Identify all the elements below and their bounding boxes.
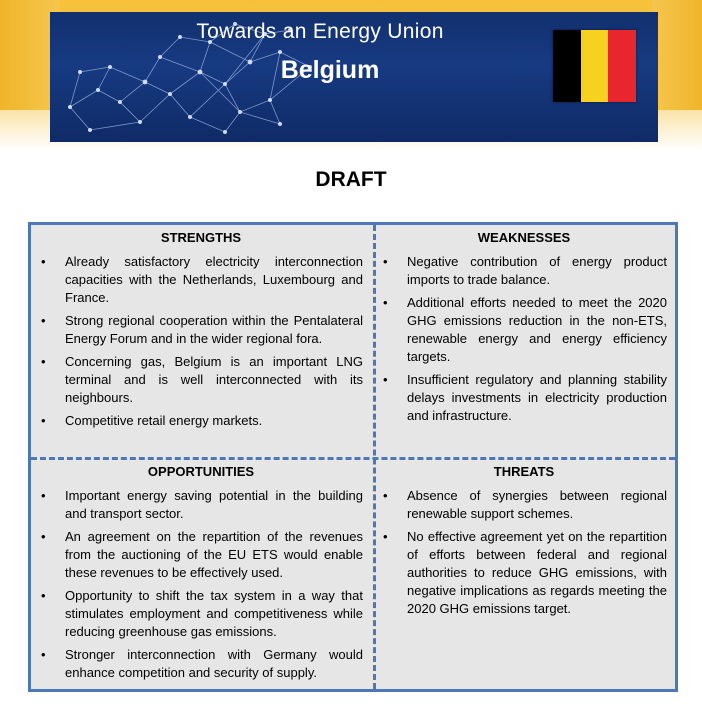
strengths-quadrant [33,229,371,435]
opportunities-heading: OPPORTUNITIES [147,464,255,479]
list-item: • Additional efforts needed to meet the 2020 GHG emissions reduction in the non-ETS, renewable energy and energy efficiency targets. [381,294,667,366]
draft-label: DRAFT [315,168,387,191]
strengths-heading: STRENGTHS [160,230,242,245]
list-item: • Absence of synergies between regional renewable support schemes. [381,487,667,523]
swot-table [28,222,678,692]
threats-quadrant [379,463,675,623]
list-item: • Negative contribution of energy product imports to trade balance. [381,253,667,289]
opportunities-quadrant [33,463,371,687]
list-item: • No effective agreement yet on the repartition of efforts between federal and regional authorities to reduce GHG emissions, with negative implications as regards meeting the 2020 GHG emissions target. [381,528,667,618]
header-banner [50,12,658,142]
weaknesses-list [381,253,667,425]
list-item: • Important energy saving potential in the building and transport sector. [39,487,363,523]
list-item: • Competitive retail energy markets. [39,412,363,430]
list-item: • Insufficient regulatory and planning stability delays investments in electricity production and infrastructure. [381,371,667,425]
flag-stripe-yellow [581,30,609,102]
list-item: • An agreement on the repartition of the revenues from the auctioning of the EU ETS would enable these revenues to be effectively used. [39,528,363,582]
banner-title: Towards an Energy Union [196,20,444,43]
list-item: • Concerning gas, Belgium is an important LNG terminal and is well interconnected with its neighbours. [39,353,363,407]
weaknesses-quadrant [379,229,675,430]
list-item: • Stronger interconnection with Germany would enhance competition and security of supply. [39,646,363,682]
flag-stripe-black [553,30,581,102]
header-background-right [652,0,702,110]
weaknesses-heading: WEAKNESSES [477,230,571,245]
flag-stripe-red [608,30,636,102]
belgium-flag-icon [553,30,636,102]
banner-country: Belgium [280,56,380,84]
list-item: • Strong regional cooperation within the Pentalateral Energy Forum and in the wider regional fora. [39,312,363,348]
swot-horizontal-divider [31,457,675,460]
strengths-list [39,253,363,430]
threats-list [381,487,667,618]
list-item: • Opportunity to shift the tax system in a way that stimulates employment and competitiveness while reducing greenhouse gas emissions. [39,587,363,641]
threats-heading: THREATS [493,464,555,479]
opportunities-list [39,487,363,682]
list-item: • Already satisfactory electricity interconnection capacities with the Netherlands, Luxembourg and France. [39,253,363,307]
